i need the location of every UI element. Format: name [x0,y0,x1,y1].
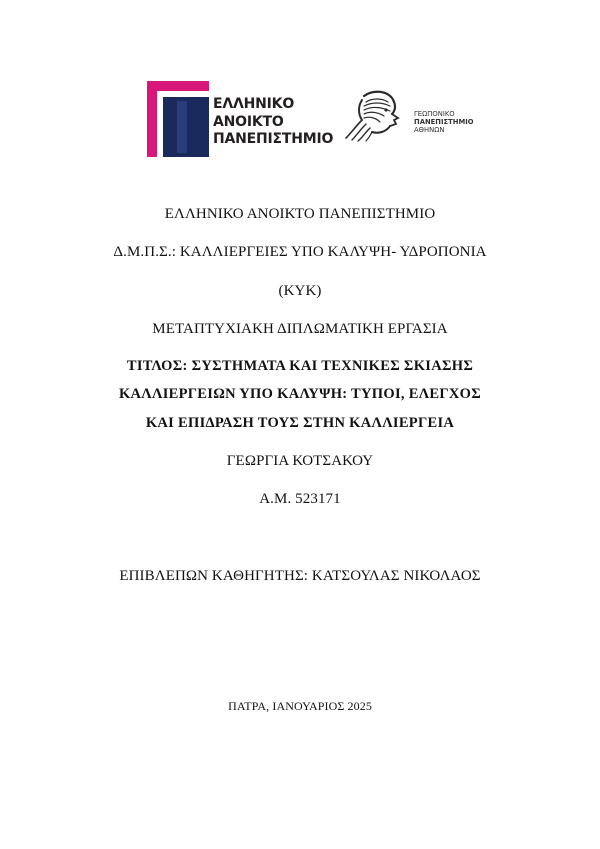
program-abbreviation: (ΚΥΚ) [278,283,322,299]
athena-head-emblem-icon [342,90,410,142]
author-name: ΓΕΩΡΓΙΑ ΚΟΤΣΑΚΟΥ [226,453,374,469]
student-id: Α.Μ. 523171 [259,491,341,507]
thesis-type: ΜΕΤΑΠΤΥΧΙΑΚΗ ΔΙΠΛΩΜΑΤΙΚΗ ΕΡΓΑΣΙΑ [152,321,448,337]
university-name: ΕΛΛΗΝΙΚΟ ΑΝΟΙΚΤΟ ΠΑΝΕΠΙΣΤΗΜΙΟ [164,206,436,222]
aua-logo [342,90,502,142]
eap-logo [147,79,334,157]
aua-logo-line-1: ΓΕΩΠΟΝΙΚΟ [414,110,455,118]
thesis-title-line-2: ΚΑΛΛΙΕΡΓΕΙΩΝ ΥΠΟ ΚΑΛΥΨΗ: ΤΥΠΟΙ, ΕΛΕΓΧΟΣ [118,386,482,402]
thesis-title-line-3: ΚΑΙ ΕΠΙΔΡΑΣΗ ΤΟΥΣ ΣΤΗΝ ΚΑΛΛΙΕΡΓΕΙΑ [145,415,455,431]
eap-logo-line-3: ΠΑΝΕΠΙΣΤΗΜΙΟ [213,131,334,147]
eap-logo-line-1: ΕΛΛΗΝΙΚΟ [213,96,295,112]
place-date: ΠΑΤΡΑ, ΙΑΝΟΥΑΡΙΟΣ 2025 [228,699,372,713]
aua-logo-line-3: ΑΘΗΝΩΝ [414,126,445,135]
aua-logo-line-2: ΠΑΝΕΠΙΣΤΗΜΙΟ [414,118,474,127]
eap-logo-line-2: ΑΝΟΙΚΤΟ [213,113,284,130]
aua-logo-text [414,110,474,135]
program-name: Δ.Μ.Π.Σ.: ΚΑΛΛΙΕΡΓΕΙΕΣ ΥΠΟ ΚΑΛΥΨΗ- ΥΔΡΟΠΟΝΙΑ [113,244,487,260]
thesis-title-line-1: ΤΙΤΛΟΣ: ΣΥΣΤΗΜΑΤΑ ΚΑΙ ΤΕΧΝΙΚΕΣ ΣΚΙΑΣΗΣ [126,358,474,374]
eap-logo-mark-icon [147,81,209,157]
supervisor: ΕΠΙΒΛΕΠΩΝ ΚΑΘΗΓΗΤΗΣ: ΚΑΤΣΟΥΛΑΣ ΝΙΚΟΛΑΟΣ [119,568,481,584]
eap-logo-wordmark [213,96,333,149]
